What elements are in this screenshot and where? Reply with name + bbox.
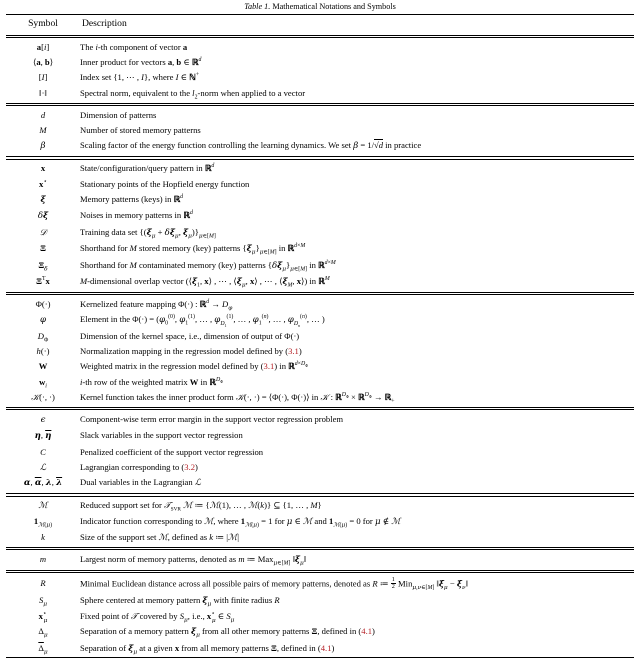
row-description: Inner product for vectors a, b ∈ ℝ$^d$ <box>80 57 202 68</box>
table-row <box>6 192 634 208</box>
row-symbol: $\Delta_\mu$ <box>38 626 48 640</box>
row-description: Sphere centered at memory pattern $\xi_\mu$ with finite radius R <box>80 594 280 608</box>
row-description: Kernel function takes the inner product form 𝒦(·, ·) = ⟨Φ(·), Φ(·)⟩ in 𝒦 : ℝ$^{D_\Phi}$ × ℝ$^{D_\Phi}$ → ℝ$_+$ <box>80 392 395 405</box>
table-row <box>6 161 634 176</box>
table-row <box>6 390 634 405</box>
table-row <box>6 375 634 390</box>
table-row <box>6 123 634 138</box>
notations-table <box>6 14 634 658</box>
row-symbol: δξ <box>37 211 49 222</box>
row-description: Kernelized feature mapping Φ(·) : ℝ$^d$ → $D_\varphi$ <box>80 298 233 312</box>
table-row <box>6 70 634 85</box>
table-caption <box>6 0 634 14</box>
row-symbol: ⟨a, b⟩ <box>32 57 54 68</box>
row-symbol: Φ(·) <box>35 298 51 309</box>
row-symbol: $S_\mu$ <box>38 594 48 608</box>
table-row <box>6 575 634 593</box>
table-row <box>6 609 634 624</box>
row-symbol: η, $\overline{\eta}$ <box>34 430 52 442</box>
equation-ref-4-1[interactable]: 4.1 <box>320 642 332 653</box>
row-description: Shorthand for M stored memory (key) patterns $\{\xi_\mu\}_{\mu\in[M]}$ in ℝ$^{d\times M}$ <box>80 243 306 256</box>
table-row <box>6 412 634 428</box>
row-symbol: x⋆ <box>39 178 47 189</box>
row-symbol: ℳ <box>38 500 48 511</box>
row-symbol: [I] <box>38 72 48 83</box>
row-description: Fixed point of 𝒯 covered by $S_\mu$, i.e., $x^⋆_\mu$ ∈ $S_\mu$ <box>80 611 235 624</box>
row-symbol: k <box>41 532 45 543</box>
row-symbol: R <box>40 578 46 589</box>
row-description: Stationary points of the Hopfield energy function <box>80 178 250 189</box>
caption-title: Mathematical Notations and Symbols <box>272 2 396 11</box>
row-symbol: 𝒟 <box>39 226 47 237</box>
table-row <box>6 475 634 491</box>
row-description: Largest norm of memory patterns, denoted as m ≔ Max$_{\mu\in[M]}$ $‖\xi_\mu‖$ <box>80 553 307 567</box>
row-symbol: $D_\Phi$ <box>37 330 49 344</box>
row-symbol: x <box>40 163 46 174</box>
caption-label: Table 1. <box>244 2 271 11</box>
row-symbol: ℒ <box>39 462 47 473</box>
row-description: Dimension of the kernel space, i.e., dimension of output of Φ(·) <box>80 330 300 341</box>
table-row <box>6 359 634 374</box>
table-row <box>6 274 634 290</box>
table-row <box>6 641 634 657</box>
table-row <box>6 55 634 70</box>
row-description: Scaling factor of the energy function controlling the learning dynamics. We set β = 1/√d in practice <box>80 140 422 152</box>
row-description: Weighted matrix in the regression model defined by (3.1) in ℝ$^{d\times D_\Phi}$ <box>80 361 309 372</box>
table-row <box>6 592 634 608</box>
row-symbol: C <box>40 446 46 457</box>
table-row <box>6 312 634 328</box>
table-row <box>6 40 634 55</box>
row-description: M-dimensional overlap vector ($⟨\xi_1$, x⟩ , ⋯ , $⟨\xi_\mu$, x⟩ , ⋯ , $⟨\xi_M$, x⟩) in ℝ$^M$ <box>80 275 330 289</box>
row-description: Dimension of patterns <box>80 109 157 120</box>
table-row <box>6 208 634 224</box>
table-row <box>6 530 634 545</box>
row-description: Shorthand for M contaminated memory (key) patterns $\{\delta\xi_\mu\}_{\mu\in[M]}$ in ℝ$^{d\times M}$ <box>80 259 336 273</box>
row-symbol: $\Xi^Tx$ <box>36 275 50 286</box>
row-symbol: ξ <box>40 195 46 206</box>
row-description: Dual variables in the Lagrangian ℒ <box>80 477 201 488</box>
table-row <box>6 460 634 475</box>
table-row <box>6 445 634 460</box>
row-symbol: W <box>38 361 48 372</box>
row-description: Slack variables in the support vector regression <box>80 430 243 441</box>
table-row <box>6 498 634 513</box>
row-description: Memory patterns (keys) in ℝ$^d$ <box>80 194 184 205</box>
row-description: Lagrangian corresponding to (3.2) <box>80 462 198 473</box>
table-header-row <box>6 15 634 33</box>
row-description: Normalization mapping in the regression model defined by (3.1) <box>80 345 302 356</box>
row-symbol: a[i] <box>36 41 50 52</box>
table-row <box>6 514 634 530</box>
row-description: Minimal Euclidean distance across all possible pairs of memory patterns, denoted as R ≔ $\frac{1}{2}$ Min$_{\mu,\nu\in[M]}$ $‖\xi_\mu$ − $\xi_\nu‖$ <box>80 575 468 591</box>
row-description: Element in the $\Phi(\cdot) = (\varphi_0^{(0)}$, $\varphi_1^{(1)}$, … , $\varphi_{D_1}^{(1)}$, … , $\varphi_1^{(n)}$, … , $\varphi_{D_n}^{(n)}$, … ) <box>80 314 325 329</box>
row-description: Indicator function corresponding to ℳ, where $1_{ℳ(\mu)} = 1$ for μ ∈ ℳ and $1_{ℳ(\mu)} = 0$ for μ ∉ ℳ <box>80 515 401 529</box>
row-description: Noises in memory patterns in ℝ$^d$ <box>80 210 193 221</box>
table-row <box>6 328 634 343</box>
equation-ref-3-2[interactable]: 3.2 <box>184 462 196 473</box>
table-row <box>6 257 634 273</box>
table-row <box>6 177 634 192</box>
row-symbol: $\overline{\Delta}_\mu$ <box>38 642 48 656</box>
row-description: Component-wise term error margin in the support vector regression problem <box>80 413 344 424</box>
equation-ref-3-1[interactable]: 3.1 <box>288 345 299 356</box>
row-description: Reduced support set for 𝒯$_{SVR}$ ℳ ≔ {ℳ(1), … , ℳ(k)} ⊆ {1, … , M} <box>80 500 322 514</box>
row-symbol: h(·) <box>36 345 50 356</box>
equation-ref-3-1[interactable]: 3.1 <box>263 361 275 372</box>
table-row <box>6 86 634 101</box>
row-description: Spectral norm, equivalent to the $l_2$-norm when applied to a vector <box>80 87 306 101</box>
row-symbol: $w_i$ <box>39 376 47 390</box>
row-description: i-th row of the weighted matrix W in ℝ$^{D_\Phi}$ <box>80 376 224 387</box>
header-description: Description <box>82 18 127 29</box>
row-description: Index set {1, ⋯ , I}, where I ∈ ℕ+ <box>80 72 200 83</box>
row-symbol: φ <box>39 315 47 326</box>
table-row <box>6 138 634 154</box>
row-description: Separation of a memory pattern $\xi_\mu$ from all other memory patterns Ξ, defined in (4.1) <box>80 626 375 640</box>
row-symbol: ‖·‖ <box>39 87 47 98</box>
row-description: Size of the support set ℳ, defined as k ≔ |ℳ| <box>80 532 239 543</box>
row-description: Number of stored memory patterns <box>80 125 201 136</box>
row-description: State/configuration/query pattern in ℝ$^d$ <box>80 163 215 174</box>
table-row <box>6 225 634 241</box>
row-symbol: $x^⋆_\mu$ <box>38 611 48 624</box>
table-row <box>6 297 634 312</box>
row-description: Separation of $\xi_\mu$ at a given x from all memory patterns Ξ, defined in (4.1) <box>80 642 335 656</box>
table-row <box>6 552 634 568</box>
row-symbol: Ξ <box>40 243 46 254</box>
row-symbol: 𝒦(·, ·) <box>31 392 55 403</box>
table-row <box>6 344 634 359</box>
table-row <box>6 624 634 640</box>
table-row <box>6 241 634 257</box>
row-description: The i-th component of vector a <box>80 41 188 52</box>
row-symbol: m <box>39 553 47 564</box>
equation-ref-4-1[interactable]: 4.1 <box>361 626 373 637</box>
table-row <box>6 428 634 444</box>
row-symbol: d <box>40 109 46 120</box>
row-symbol: $1_{ℳ(\mu)}$ <box>33 515 53 529</box>
row-symbol: $\Xi_\delta$ <box>38 259 48 273</box>
row-description: Training data set {($\xi_\mu + \delta\xi_\mu$, $\xi_\mu)\}_{\mu\in[M]}$ <box>80 226 216 240</box>
table-row <box>6 108 634 123</box>
row-symbol: β <box>40 141 46 152</box>
row-symbol: M <box>39 125 47 136</box>
header-symbol: Symbol <box>28 18 58 29</box>
row-symbol: α, $\overline{\alpha}$, λ, $\overline{\lambda}$ <box>23 477 63 489</box>
row-symbol: ϵ <box>40 414 46 425</box>
row-description: Penalized coefficient of the support vector regression <box>80 446 264 457</box>
